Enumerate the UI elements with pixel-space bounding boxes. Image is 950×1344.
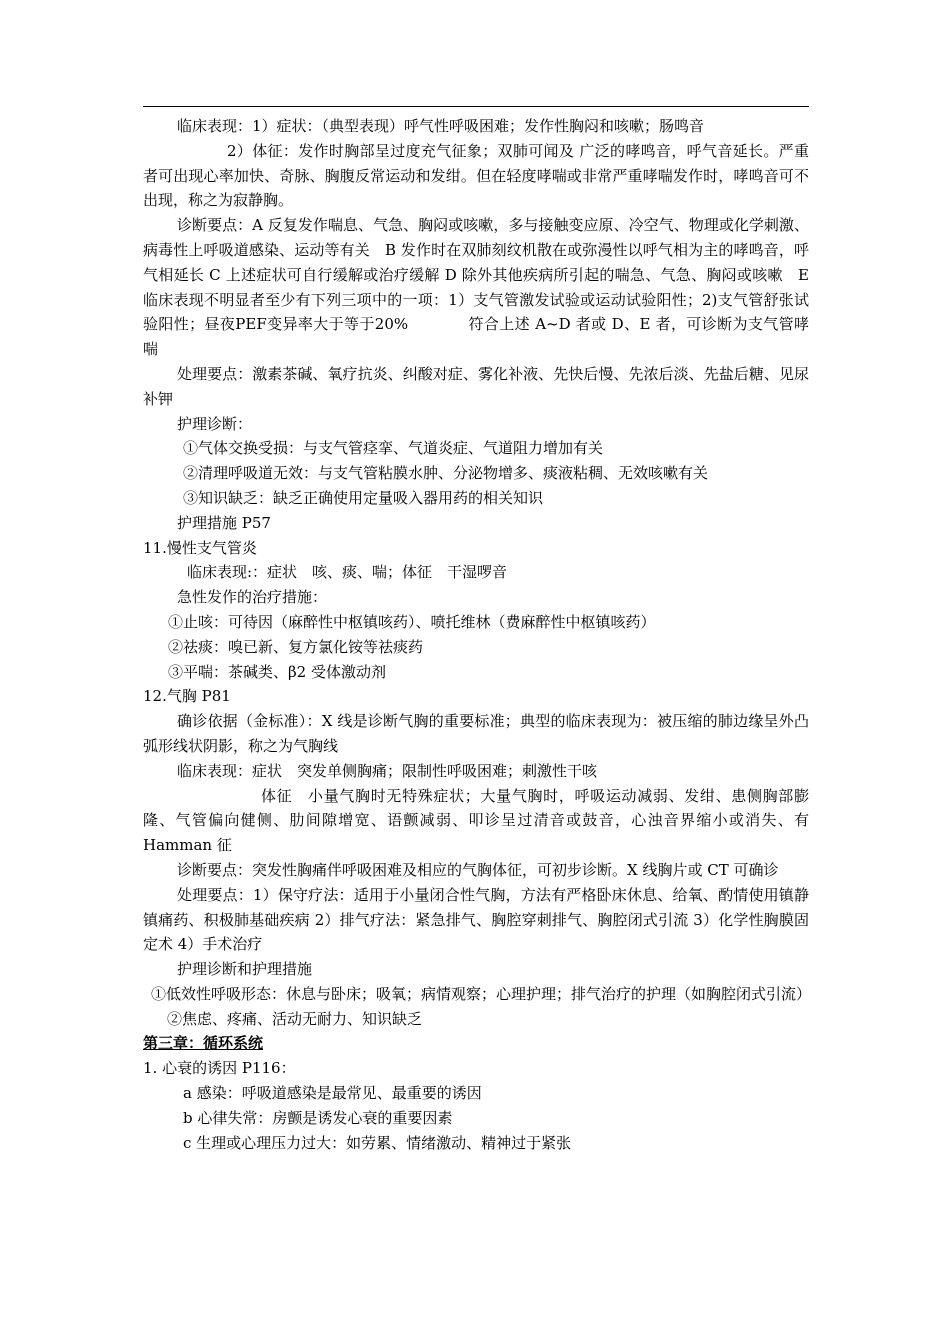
section-chronic-bronchitis: 11.慢性支气管炎 [143,538,257,557]
bronchitis-expectorant: ②祛痰：嗅已新、复方氯化铵等祛痰药 [168,637,424,656]
heart-failure-cause-c: c 生理或心理压力过大：如劳累、情绪激动、精神过于紧张 [183,1133,572,1152]
pneumothorax-gold-standard: 确诊依据（金标准）：X 线是诊断气胸的重要标准；典型的临床表现为：被压缩的肺边缘呈外凸弧形线状阴影，称之为气胸线 [143,712,809,755]
asthma-nursing-diagnosis-heading: 护理诊断： [177,414,253,433]
pneumothorax-nursing-heading: 护理诊断和护理措施 [177,960,313,979]
pneumothorax-nursing-1: ①低效性呼吸形态：休息与卧床；吸氧；病情观察；心理护理；排气治疗的护理（如胸腔闭式引流） [151,984,812,1003]
bronchitis-acute-heading: 急性发作的治疗措施： [177,588,328,607]
pneumothorax-treatment: 处理要点：1）保守疗法：适用于小量闭合性气胸，方法有严格卧床休息、给氧、酌情使用镇静镇痛药、积极肺基础疾病 2）排气疗法：紧急排气、胸腔穿刺排气、胸腔闭式引流 3）化学性胸膜固定术 4）手术治疗 [143,885,809,954]
chapter-three-title: 第三章：循环系统 [143,1034,264,1053]
asthma-nursing-diagnosis-2: ②清理呼吸道无效：与支气管粘膜水肿、分泌物增多、痰液粘稠、无效咳嗽有关 [183,464,709,483]
pneumothorax-nursing-2: ②焦虑、疼痛、活动无耐力、知识缺乏 [167,1009,423,1028]
document-body [143,114,812,1155]
heart-failure-cause-b: b 心律失常：房颤是诱发心衰的重要因素 [183,1108,453,1127]
section-pneumothorax: 12.气胸 P81 [143,687,231,706]
pneumothorax-signs: 体征 小量气胸时无特殊症状；大量气胸时，呼吸运动减弱、发绀、患侧胸部膨隆、气管偏向健侧、肋间隙增宽、语颤减弱、叩诊呈过清音或鼓音，心浊音界缩小或消失、有 Hamman 征 [143,786,809,855]
asthma-treatment: 处理要点：激素茶碱、氧疗抗炎、纠酸对症、雾化补液、先快后慢、先浓后淡、先盐后糖、见尿补钾 [143,364,809,408]
asthma-clinical-symptoms: 临床表现：1）症状：（典型表现）呼气性呼吸困难；发作性胸闷和咳嗽；肠鸣音 [177,117,705,135]
asthma-signs: 2）体征：发作时胸部呈过度充气征象；双肺可闻及 广泛的哮鸣音，呼气音延长。严重者可出现心率加快、奇脉、胸腹反常运动和发绀。但在轻度哮喘或非常严重哮喘发作时，哮鸣音可不出现，称之为寂静胸。 [143,141,809,210]
pneumothorax-diagnosis: 诊断要点：突发性胸痛伴呼吸困难及相应的气胸体征，可初步诊断。X 线胸片或 CT 可确诊 [177,860,779,879]
asthma-diagnosis: 诊断要点：A 反复发作喘息、气急、胸闷或咳嗽，多与接触变应原、冷空气、物理或化学刺激、病毒性上呼吸道感染、运动等有关 B 发作时在双肺刻纹机散在或弥漫性以呼气相为主的哮鸣音，呼气相延长 C 上述症状可自行缓解或治疗缓解 D 除外其他疾病所引起的喘急、气急、胸闷或咳嗽 E 临床表现不明显者至少有下列三项中的一项：1）支气管激发试验或运动试验阳性；2)支气管舒张试验阳性；昼夜PEF变异率大于等于20% 符合上述 A~D 者或 D、E 者，可诊断为支气管哮喘 [143,216,810,359]
bronchitis-antiasthmatic: ③平喘：茶碱类、β2 受体激动剂 [168,662,386,681]
heart-failure-causes-heading: 1. 心衰的诱因 P116： [143,1059,296,1078]
asthma-nursing-measures: 护理措施 P57 [177,513,271,532]
bronchitis-cough: ①止咳：可待因（麻醉性中枢镇咳药）、喷托维林（费麻醉性中枢镇咳药） [168,612,656,631]
pneumothorax-symptoms: 临床表现：症状 突发单侧胸痛；限制性呼吸困难；刺激性干咳 [177,761,598,780]
asthma-nursing-diagnosis-1: ①气体交换受损：与支气管痉挛、气道炎症、气道阻力增加有关 [183,439,604,458]
header-rule [143,106,809,107]
bronchitis-clinical: 临床表现:：症状 咳、痰、喘；体征 干湿啰音 [187,563,508,582]
heart-failure-cause-a: a 感染：呼吸道感染是最常见、最重要的诱因 [183,1084,482,1103]
asthma-nursing-diagnosis-3: ③知识缺乏：缺乏正确使用定量吸入器用药的相关知识 [183,488,544,507]
